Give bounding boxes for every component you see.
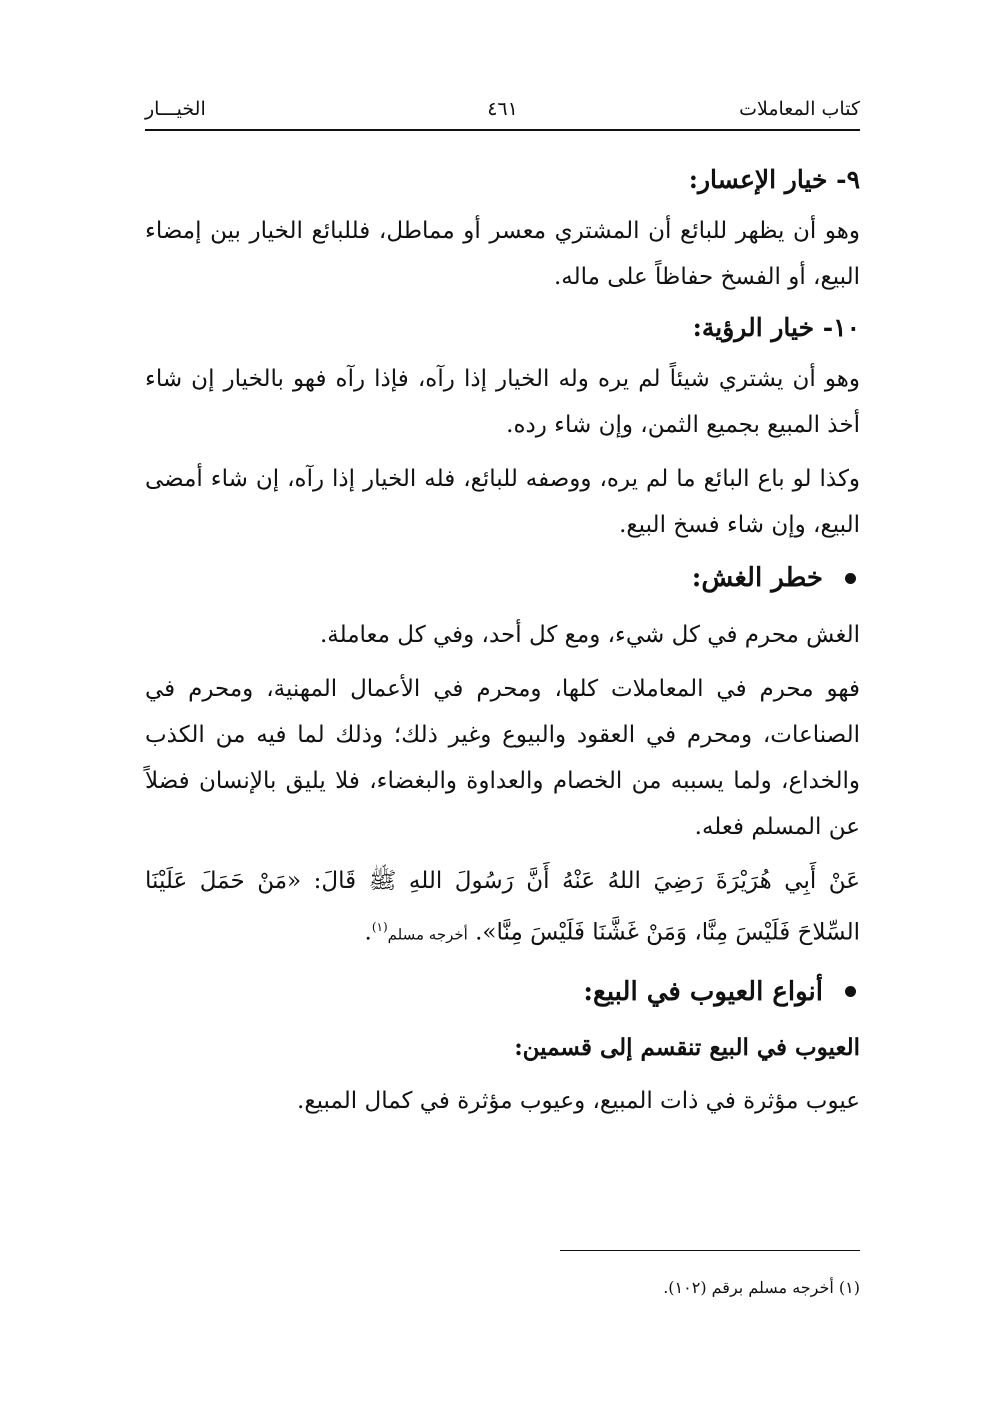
chapter-title: الخيـــار: [145, 98, 206, 120]
ghish-heading-label: خطر الغش:: [691, 563, 823, 593]
footnote-ref: (١): [371, 920, 388, 934]
section-10-heading: ١٠- خيار الرؤية:: [692, 313, 860, 342]
page-number: ٤٦١: [487, 98, 518, 120]
ghish-text-1: الغش محرم في كل شيء، ومع كل أحد، وفي كل معاملة.: [319, 622, 860, 648]
uyub-subheading: العيوب في البيع تنقسم إلى قسمين:: [514, 1033, 860, 1061]
main-content: [145, 160, 860, 1132]
uyub-heading: [145, 970, 860, 1014]
uyub-text: عيوب مؤثرة في ذات المبيع، وعيوب مؤثرة في كمال المبيع.: [297, 1087, 860, 1114]
uyub-heading-label: أنواع العيوب في البيع:: [583, 976, 823, 1007]
section-9-text: وهو أن يظهر للبائع أن المشتري معسر أو مماطل، فللبائع الخيار بين إمضاء البيع، أو الفسخ حفاظاً على ماله.: [145, 218, 860, 290]
page: [145, 0, 860, 1417]
section-10-text-2: وكذا لو باع البائع ما لم يره، ووصفه للبائع، فله الخيار إذا رآه، إن شاء أمضى البيع، وإن شاء فسخ البيع.: [145, 466, 860, 538]
hadith-end: .: [364, 919, 372, 946]
footnote: (١) أخرجه مسلم برقم (١٠٢).: [663, 1278, 860, 1297]
footnote-divider: [560, 1250, 860, 1251]
bullet-icon: [845, 573, 856, 584]
running-header: [145, 98, 860, 128]
hadith-quote: [145, 858, 860, 958]
hadith-source: أخرجه مسلم: [387, 925, 468, 944]
book-title: كتاب المعاملات: [739, 98, 860, 120]
section-10-text-1: وهو أن يشتري شيئاً لم يره وله الخيار إذا رآه، فإذا رآه فهو بالخيار إن شاء أخذ المبيع بجميع الثمن، وإن شاء رده.: [145, 366, 860, 438]
bullet-icon: [845, 986, 856, 997]
section-9-heading: ٩- خيار الإعسار:: [688, 165, 860, 194]
ghish-heading: [145, 556, 860, 600]
ghish-text-2: فهو محرم في المعاملات كلها، ومحرم في الأعمال المهنية، ومحرم في الصناعات، ومحرم في العقود والبيوع وغير ذلك؛ وذلك لما فيه من الكذب والخداع، ولما يسببه من الخصام والعداوة والبغضاء، فلا يليق بالإنسان فضلاً عن المسلم فعله.: [145, 676, 860, 840]
hadith-text: عَنْ أَبِي هُرَيْرَةَ رَضِيَ اللهُ عَنْهُ أَنَّ رَسُولَ اللهِ ﷺ قَالَ: «مَنْ حَمَلَ عَلَيْنَا السِّلاحَ فَلَيْسَ مِنَّا، وَمَنْ غَشَّنَا فَلَيْسَ مِنَّا».: [145, 868, 860, 946]
header-divider: [145, 129, 860, 131]
